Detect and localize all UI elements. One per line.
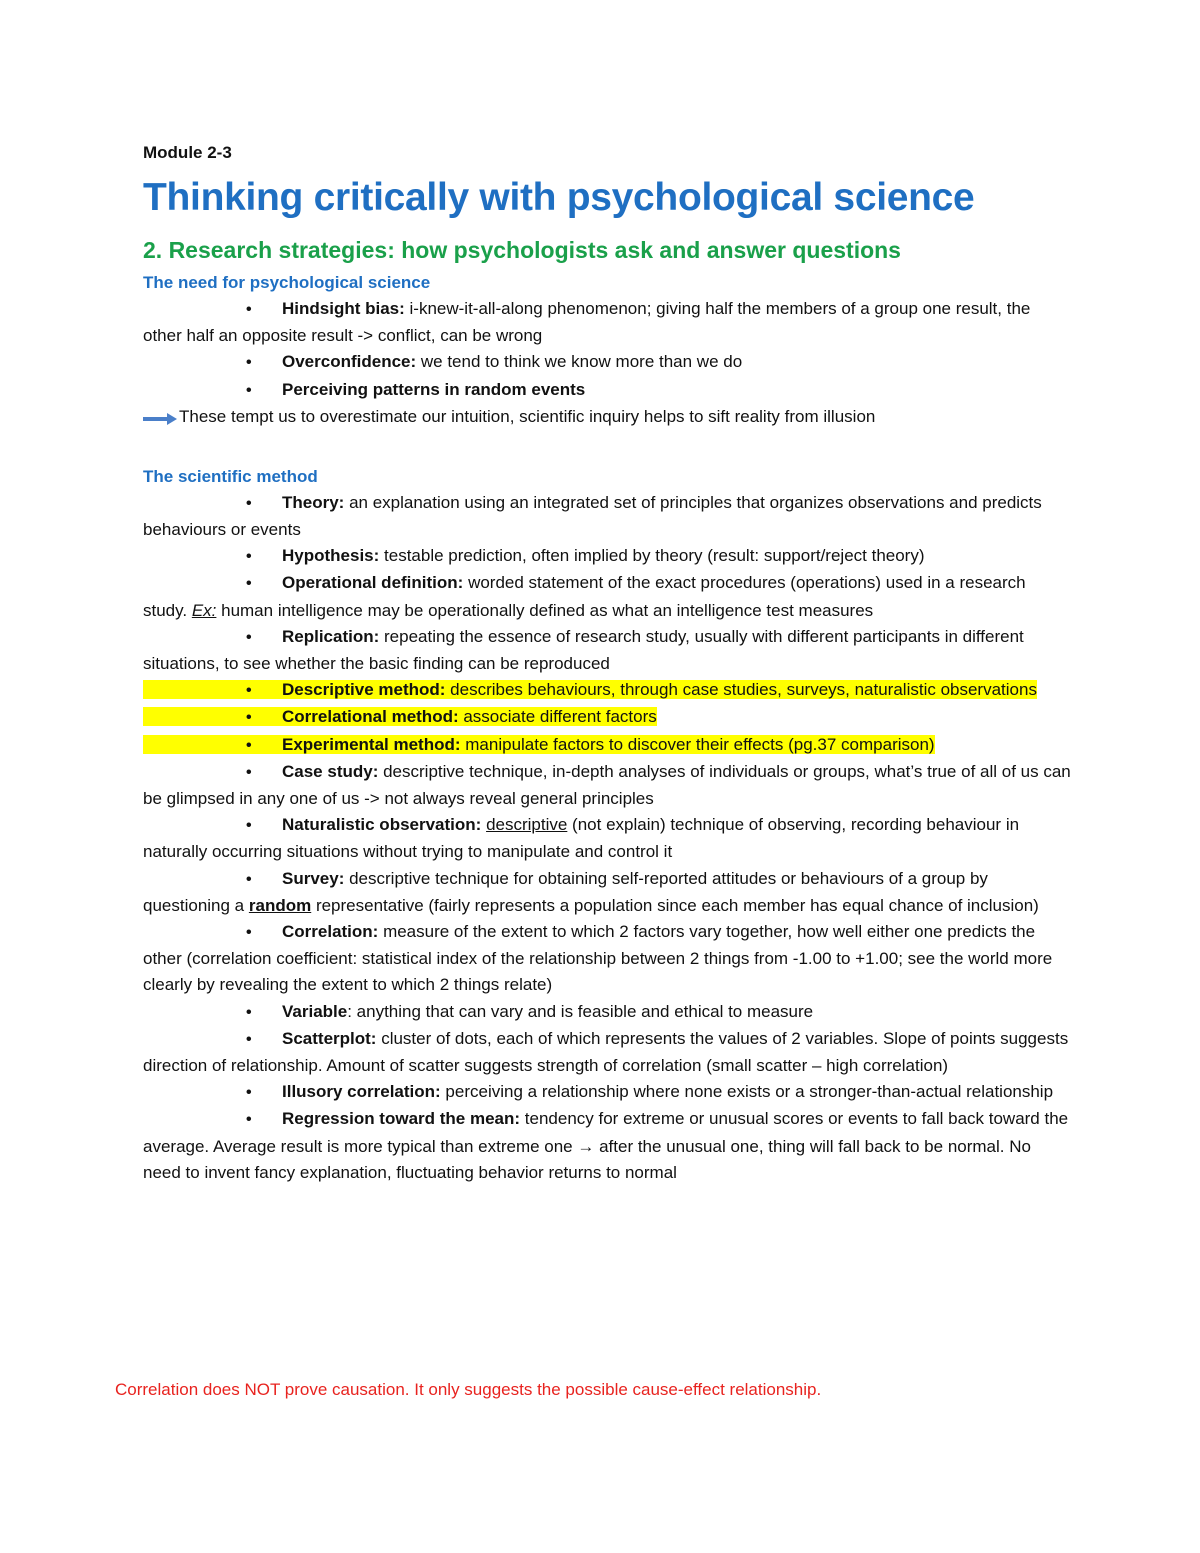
bullet: • [246, 354, 252, 372]
conclusion-note: Correlation does NOT prove causation. It only suggests the possible cause-effect relationship. [115, 1380, 822, 1399]
list-item: • Overconfidence: we tend to think we know more than we do [143, 349, 1073, 376]
document-page [143, 140, 1073, 1186]
method-list [143, 490, 1073, 1186]
arrow-note-text: These tempt us to overestimate our intuition, scientific inquiry helps to sift reality from illusion [179, 406, 876, 426]
bullet: • [246, 381, 252, 399]
bullet: • [246, 548, 252, 566]
section-heading: 2. Research strategies: how psychologists ask and answer questions [143, 237, 901, 263]
list-item-highlighted: • Descriptive method: describes behaviours, through case studies, surveys, naturalistic observations [143, 677, 1073, 704]
right-arrow-icon: → [577, 1136, 595, 1156]
list-item-highlighted: • Experimental method: manipulate factors to discover their effects (pg.37 comparison) [143, 732, 1073, 759]
bullet: • [246, 1003, 252, 1021]
page-title: Thinking critically with psychological science [143, 176, 975, 219]
need-heading: The need for psychological science [143, 273, 431, 292]
bullet: • [246, 494, 252, 512]
bullet: • [246, 817, 252, 835]
list-item: • Perceiving patterns in random events [143, 377, 1073, 404]
right-arrow-icon [143, 413, 177, 425]
list-item: • Survey: descriptive technique for obtaining self-reported attitudes or behaviours of a group by questioning a random representative (fairly represents a population since each member has equal chance of inclusion) [143, 868, 1039, 915]
bullet: • [246, 575, 252, 593]
list-item: • Replication: repeating the essence of research study, usually with different participants in different situations, to see whether the basic finding can be reproduced [143, 626, 1024, 674]
bullet: • [246, 709, 252, 727]
bullet: • [246, 301, 252, 318]
bullet: • [246, 1030, 252, 1048]
bullet: • [246, 1111, 252, 1129]
need-list [143, 296, 1073, 404]
module-label: Module 2-3 [143, 143, 232, 162]
bullet: • [246, 1084, 252, 1102]
bullet: • [246, 870, 252, 888]
list-item: • Hindsight bias: i-knew-it-all-along phenomenon; giving half the members of a group one result, the other half an opposite result -> conflict, can be wrong [143, 299, 1031, 346]
bullet: • [246, 763, 252, 781]
bullet: • [246, 736, 252, 754]
list-item: • Naturalistic observation: descriptive (not explain) technique of observing, recording behaviour in naturally occurring situations without trying to manipulate and control it [143, 815, 1020, 862]
list-item: • Theory: an explanation using an integrated set of principles that organizes observations and predicts behaviours or events [143, 492, 1042, 540]
arrow-note [143, 404, 1073, 430]
list-item: • Hypothesis: testable prediction, often implied by theory (result: support/reject theory) [143, 543, 1073, 570]
list-item: • Scatterplot: cluster of dots, each of which represents the values of 2 variables. Slope of points suggests direction of relationship. Amount of scatter suggests strength of correlation (small scatter – high correlation) [143, 1028, 1069, 1076]
list-item: • Illusory correlation: perceiving a relationship where none exists or a stronger-than-actual relationship [143, 1079, 1073, 1106]
bullet: • [246, 682, 252, 700]
list-item: • Operational definition: worded statement of the exact procedures (operations) used in a research study. Ex: human intelligence may be operationally defined as what an intelligence test measures [143, 573, 1026, 620]
bullet: • [246, 924, 252, 942]
method-heading: The scientific method [143, 466, 318, 486]
list-item-highlighted: • Correlational method: associate different factors [143, 704, 1073, 731]
list-item: • Regression toward the mean: tendency for extreme or unusual scores or events to fall back toward the average. Average result is more typical than extreme one → after the unusual one, thing will fall back to be normal. No need to invent fancy explanation, fluctuating behavior returns to normal [143, 1109, 1069, 1182]
bullet: • [246, 628, 252, 646]
list-item: • Case study: descriptive technique, in-depth analyses of individuals or groups, what’s true of all of us can be glimpsed in any one of us -> not always reveal general principles [143, 761, 1071, 809]
list-item: • Correlation: measure of the extent to which 2 factors vary together, how well either one predicts the other (correlation coefficient: statistical index of the relationship between 2 things from -1.00 to +1.00; see the world more clearly by revealing the extent to which 2 things relate) [143, 922, 1053, 995]
list-item: • Variable: anything that can vary and is feasible and ethical to measure [143, 999, 1073, 1026]
